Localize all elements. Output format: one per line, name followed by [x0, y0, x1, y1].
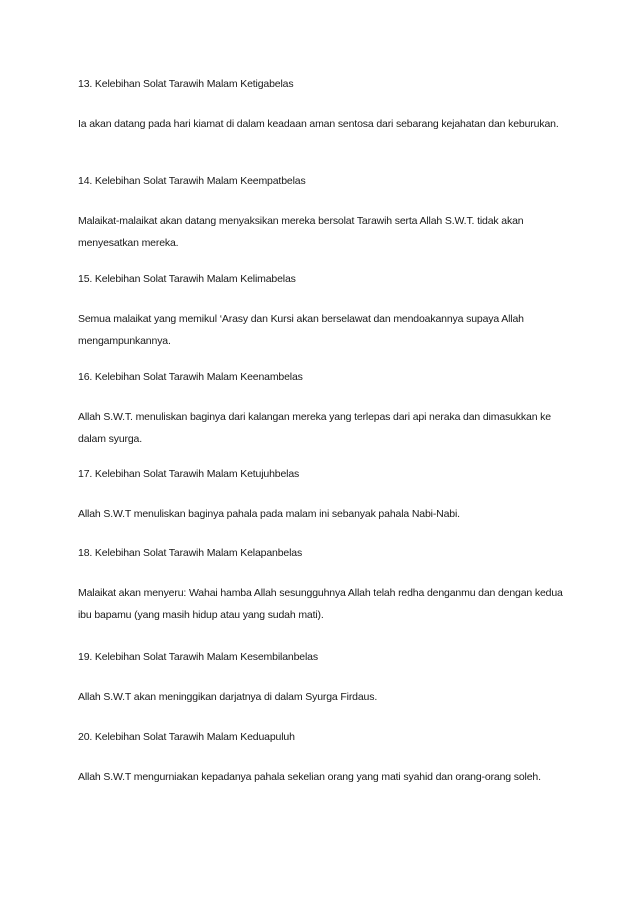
entry-16: [78, 369, 568, 450]
entry-body: Malaikat akan menyeru: Wahai hamba Allah sesungguhnya Allah telah redha denganmu dan dengan kedua ibu bapamu (yang masih hidup atau yang sudah mati).: [78, 587, 563, 621]
entry-heading: 18. Kelebihan Solat Tarawih Malam Kelapanbelas: [78, 547, 303, 559]
entry-heading: 20. Kelebihan Solat Tarawih Malam Keduapuluh: [78, 731, 295, 743]
entry-body: Allah S.W.T mengurniakan kepadanya pahala sekelian orang yang mati syahid dan orang-orang soleh.: [78, 771, 541, 783]
entry-heading: 19. Kelebihan Solat Tarawih Malam Kesembilanbelas: [78, 651, 318, 663]
entry-body: Malaikat-malaikat akan datang menyaksikan mereka bersolat Tarawih serta Allah S.W.T. tidak akan menyesatkan mereka.: [78, 215, 524, 249]
entry-17: [78, 466, 568, 525]
entry-15: [78, 271, 568, 352]
entry-heading: 13. Kelebihan Solat Tarawih Malam Ketigabelas: [78, 78, 294, 90]
entry-heading: 14. Kelebihan Solat Tarawih Malam Keempatbelas: [78, 175, 306, 187]
entry-heading: 15. Kelebihan Solat Tarawih Malam Kelimabelas: [78, 273, 296, 285]
entry-20: [78, 729, 568, 788]
entry-heading: 17. Kelebihan Solat Tarawih Malam Ketujuhbelas: [78, 468, 300, 480]
entry-19: [78, 649, 568, 708]
entry-body: Ia akan datang pada hari kiamat di dalam keadaan aman sentosa dari sebarang kejahatan dan keburukan.: [78, 118, 559, 130]
entry-heading: 16. Kelebihan Solat Tarawih Malam Keenambelas: [78, 371, 303, 383]
entry-body: Semua malaikat yang memikul ‘Arasy dan Kursi akan berselawat dan mendoakannya supaya Allah mengampunkannya.: [78, 313, 524, 347]
entry-18: [78, 545, 568, 626]
entry-body: Allah S.W.T. menuliskan baginya dari kalangan mereka yang terlepas dari api neraka dan dimasukkan ke dalam syurga.: [78, 411, 551, 445]
entry-14: [78, 173, 568, 254]
entry-13: [78, 76, 568, 135]
entry-body: Allah S.W.T menuliskan baginya pahala pada malam ini sebanyak pahala Nabi-Nabi.: [78, 508, 460, 520]
entry-body: Allah S.W.T akan meninggikan darjatnya di dalam Syurga Firdaus.: [78, 691, 378, 703]
